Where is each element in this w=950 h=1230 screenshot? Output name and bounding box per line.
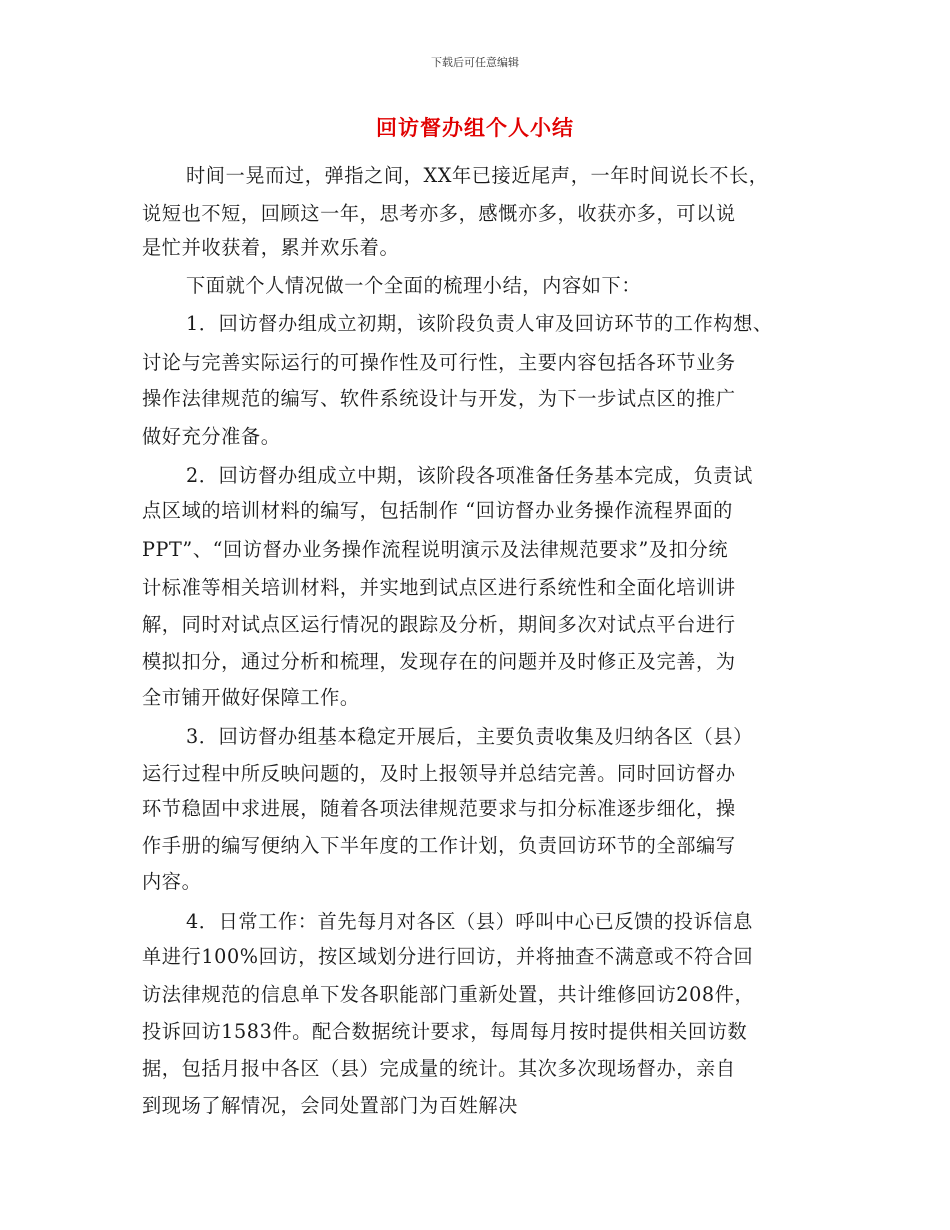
body-line: 说短也不短，回顾这一年，思考亦多，感慨亦多，收获亦多，可以说 <box>142 202 736 225</box>
body-line: 内容。 <box>142 870 202 893</box>
body-line: 点区域的培训材料的编写，包括制作 “回访督办业务操作流程界面的 <box>142 499 733 522</box>
body-line: 解，同时对试点区运行情况的跟踪及分析，期间多次对试点平台进行 <box>142 613 736 636</box>
body-line: 单进行100%回访，按区域划分进行回访，并将抽查不满意或不符合回 <box>142 945 754 968</box>
body-line: 2．回访督办组成立中期，该阶段各项准备任务基本完成，负责试 <box>186 464 753 487</box>
body-line: 3．回访督办组基本稳定开展后，主要负责收集及归纳各区（县） <box>186 725 753 748</box>
body-line: 运行过程中所反映问题的，及时上报领导并总结完善。同时回访督办 <box>142 762 736 785</box>
body-line: 讨论与完善实际运行的可操作性及可行性，主要内容包括各环节业务 <box>142 351 736 374</box>
header-note: 下载后可任意编辑 <box>431 56 519 69</box>
body-line: 到现场了解情况，会同处置部门为百姓解决 <box>142 1094 518 1117</box>
body-line: 据，包括月报中各区（县）完成量的统计。其次多次现场督办，亲自 <box>142 1057 736 1080</box>
body-line: 操作法律规范的编写、软件系统设计与开发，为下一步试点区的推广 <box>142 387 736 410</box>
body-line: 访法律规范的信息单下发各职能部门重新处置，共计维修回访208件， <box>142 983 755 1006</box>
body-line: 是忙并收获着，累并欢乐着。 <box>142 236 400 259</box>
body-line: 投诉回访1583件。配合数据统计要求，每周每月按时提供相关回访数 <box>142 1020 748 1043</box>
body-line: 全市铺开做好保障工作。 <box>142 686 360 709</box>
body-line: PPT”、“回访督办业务操作流程说明演示及法律规范要求”及扣分统 <box>142 538 729 561</box>
body-line: 4．日常工作：首先每月对各区（县）呼叫中心已反馈的投诉信息 <box>186 910 753 933</box>
body-line: 1．回访督办组成立初期，该阶段负责人审及回访环节的工作构想、 <box>186 312 773 335</box>
body-line: 模拟扣分，通过分析和梳理，发现存在的问题并及时修正及完善，为 <box>142 650 736 673</box>
body-line: 环节稳固中求进展，随着各项法律规范要求与扣分标准逐步细化，操 <box>142 797 736 820</box>
document-title: 回访督办组个人小结 <box>376 115 574 140</box>
body-line: 下面就个人情况做一个全面的梳理小结，内容如下： <box>186 274 642 297</box>
body-line: 作手册的编写便纳入下半年度的工作计划，负责回访环节的全部编写 <box>142 834 736 857</box>
body-line: 时间一晃而过，弹指之间，XX年已接近尾声，一年时间说长不长， <box>186 164 769 187</box>
body-line: 计标准等相关培训材料，并实地到试点区进行系统性和全面化培训讲 <box>142 576 736 599</box>
body-line: 做好充分准备。 <box>142 425 281 448</box>
